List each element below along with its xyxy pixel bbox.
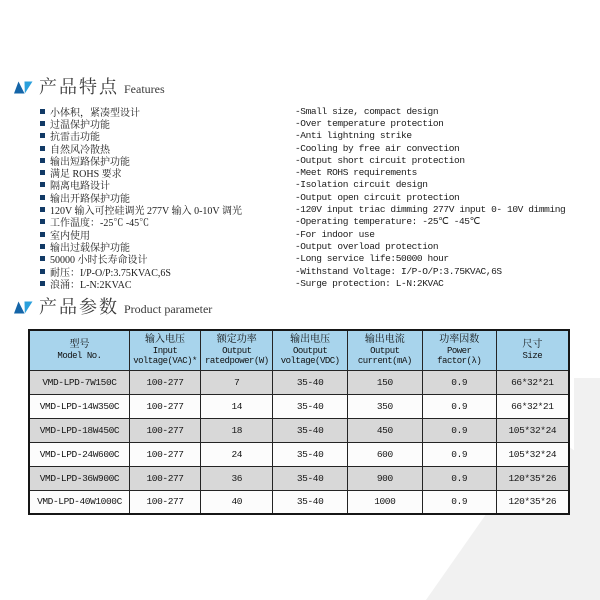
table-row: [29, 466, 569, 490]
feature-text-zh: 自然风冷散热: [40, 141, 295, 156]
feature-text-en: -Output short circuit protection: [295, 154, 465, 166]
features-title-zh: 产品特点: [39, 77, 119, 97]
bullet-square-icon: [40, 244, 45, 249]
feature-item: [40, 277, 594, 289]
value-cell: 100-277: [129, 394, 200, 418]
table-row: [29, 490, 569, 514]
feature-text-zh: 输出过载保护功能: [40, 239, 295, 254]
bullet-square-icon: [40, 109, 45, 114]
value-cell: 900: [347, 466, 422, 490]
feature-text-en: -Isolation circuit design: [295, 179, 428, 191]
value-cell: 18: [201, 418, 273, 442]
bullet-square-icon: [40, 182, 45, 187]
feature-text-en: -120V input triac dimming 277V input 0- 10V dimming: [295, 204, 566, 216]
bullet-square-icon: [40, 269, 45, 274]
bullet-square-icon: [40, 281, 45, 286]
product-parameter-table: [28, 329, 570, 515]
value-cell: 66*32*21: [496, 394, 569, 418]
value-cell: 0.9: [422, 394, 496, 418]
feature-text-zh: 50000 小时长寿命设计: [40, 251, 295, 266]
value-cell: 1000: [347, 490, 422, 514]
brand-triangles-icon: [14, 81, 33, 94]
value-cell: 0.9: [422, 466, 496, 490]
feature-text-en: -Cooling by free air convection: [295, 142, 460, 154]
feature-text-en: -Long service life:50000 hour: [295, 253, 449, 265]
value-cell: 0.9: [422, 370, 496, 394]
bullet-square-icon: [40, 170, 45, 175]
column-header: 输出电压 Ooutput voltage(VDC): [273, 330, 347, 370]
feature-text-zh: 小体积，紧凑型设计: [40, 104, 295, 119]
bullet-square-icon: [40, 219, 45, 224]
value-cell: 120*35*26: [496, 466, 569, 490]
bullet-square-icon: [40, 158, 45, 163]
value-cell: 0.9: [422, 490, 496, 514]
feature-text-en: -Operating temperature: -25℃ -45℃: [295, 216, 480, 228]
value-cell: 40: [201, 490, 273, 514]
parameters-title-en: Product parameter: [124, 301, 213, 316]
column-header: 功率因数 Power factor(λ): [422, 330, 496, 370]
value-cell: 7: [201, 370, 273, 394]
feature-text-zh: 输出开路保护功能: [40, 190, 295, 205]
feature-text-en: -Meet ROHS requirements: [295, 167, 417, 179]
column-header: 型号 Model No.: [29, 330, 129, 370]
value-cell: 14: [201, 394, 273, 418]
value-cell: 24: [201, 442, 273, 466]
table-row: [29, 442, 569, 466]
feature-text-zh: 过温保护功能: [40, 116, 295, 131]
bullet-square-icon: [40, 146, 45, 151]
feature-text-zh: 输出短路保护功能: [40, 153, 295, 168]
model-no-cell: VMD-LPD-40W1000C: [29, 490, 129, 514]
value-cell: 35-40: [273, 370, 347, 394]
bullet-square-icon: [40, 133, 45, 138]
value-cell: 36: [201, 466, 273, 490]
value-cell: 66*32*21: [496, 370, 569, 394]
column-header: 额定功率 Output ratedpower(W): [201, 330, 273, 370]
value-cell: 100-277: [129, 370, 200, 394]
bullet-square-icon: [40, 195, 45, 200]
feature-text-zh: 120V 输入可控硅调光 277V 输入 0-10V 调光: [40, 202, 295, 217]
bullet-square-icon: [40, 207, 45, 212]
feature-text-en: -Withstand Voltage: I/P-O/P:3.75KVAC,6S: [295, 265, 502, 277]
value-cell: 600: [347, 442, 422, 466]
feature-text-en: -Output open circuit protection: [295, 191, 460, 203]
feature-text-en: -For indoor use: [295, 228, 375, 240]
value-cell: 0.9: [422, 418, 496, 442]
value-cell: 35-40: [273, 442, 347, 466]
bullet-square-icon: [40, 121, 45, 126]
model-no-cell: VMD-LPD-7W150C: [29, 370, 129, 394]
feature-text-zh: 抗雷击功能: [40, 128, 295, 143]
model-no-cell: VMD-LPD-18W450C: [29, 418, 129, 442]
value-cell: 100-277: [129, 466, 200, 490]
features-title-en: Features: [124, 81, 165, 96]
model-no-cell: VMD-LPD-14W350C: [29, 394, 129, 418]
value-cell: 35-40: [273, 394, 347, 418]
value-cell: 105*32*24: [496, 442, 569, 466]
feature-text-zh: 室内使用: [40, 227, 295, 242]
value-cell: 350: [347, 394, 422, 418]
feature-text-en: -Anti lightning strike: [295, 130, 412, 142]
parameters-title-zh: 产品参数: [39, 297, 119, 317]
parameters-section-header: [14, 298, 212, 316]
feature-text-zh: 耐压：I/P-O/P:3.75KVAC,6S: [40, 264, 295, 279]
value-cell: 150: [347, 370, 422, 394]
value-cell: 0.9: [422, 442, 496, 466]
table-header: [29, 330, 569, 370]
table-row: [29, 418, 569, 442]
feature-text-en: -Small size, compact design: [295, 105, 439, 117]
column-header: 输出电流 Output current(mA): [347, 330, 422, 370]
model-no-cell: VMD-LPD-36W900C: [29, 466, 129, 490]
feature-text-zh: 隔离电路设计: [40, 177, 295, 192]
value-cell: 100-277: [129, 490, 200, 514]
feature-text-en: -Over temperature protection: [295, 117, 444, 129]
feature-text-zh: 满足 ROHS 要求: [40, 165, 295, 180]
value-cell: 35-40: [273, 490, 347, 514]
watermark-shape: [574, 378, 600, 518]
column-header: 输入电压 Input voltage(VAC)*: [129, 330, 200, 370]
bullet-square-icon: [40, 256, 45, 261]
feature-text-zh: 工作温度：-25℃ -45℃: [40, 214, 295, 229]
value-cell: 120*35*26: [496, 490, 569, 514]
value-cell: 100-277: [129, 418, 200, 442]
value-cell: 450: [347, 418, 422, 442]
table-row: [29, 370, 569, 394]
value-cell: 35-40: [273, 418, 347, 442]
table-row: [29, 394, 569, 418]
column-header: 尺寸 Size: [496, 330, 569, 370]
value-cell: 35-40: [273, 466, 347, 490]
model-no-cell: VMD-LPD-24W600C: [29, 442, 129, 466]
brand-triangles-icon: [14, 301, 33, 314]
features-list: [40, 105, 594, 289]
features-section-header: [14, 78, 165, 96]
value-cell: 105*32*24: [496, 418, 569, 442]
value-cell: 100-277: [129, 442, 200, 466]
bullet-square-icon: [40, 232, 45, 237]
feature-text-zh: 浪涌：L-N:2KVAC: [40, 276, 295, 291]
feature-text-en: -Output overload protection: [295, 240, 439, 252]
feature-text-en: -Surge protection: L-N:2KVAC: [295, 277, 444, 289]
